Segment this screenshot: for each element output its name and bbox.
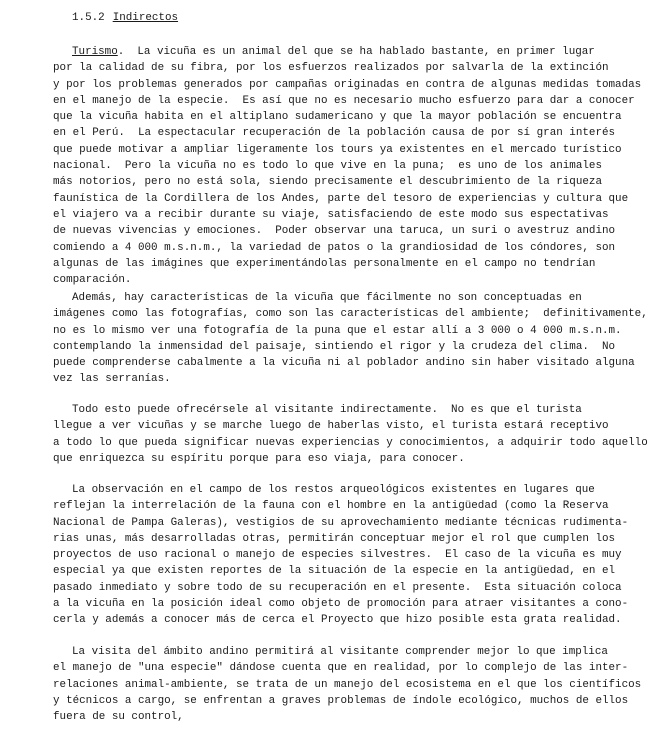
paragraph xyxy=(53,644,648,725)
text-line xyxy=(53,451,648,467)
line-text: en el manejo de la especie. Es así que no es necesario mucho esfuerzo para dar a conocer xyxy=(53,94,635,107)
line-text: que enriquezca su espíritu porque para eso viaja, para conocer. xyxy=(53,452,465,465)
text-line xyxy=(53,547,648,563)
line-text: proyectos de uso racional o manejo de especies silvestres. El caso de la vicuña es muy xyxy=(53,549,622,562)
line-text: La observación en el campo de los restos arqueológicos existentes en lugares que xyxy=(72,484,595,496)
line-text: Todo esto puede ofrecérsele al visitante indirectamente. No es que el turista xyxy=(72,404,582,416)
line-text: cerla y además a conocer más de cerca el Proyecto que hizo posible esta grata realidad. xyxy=(53,614,622,627)
text-line xyxy=(53,191,648,207)
text-line xyxy=(53,660,648,676)
line-text: comiendo a 4 000 m.s.n.m., la variedad de patos o la grandiosidad de los cóndores, son xyxy=(53,241,616,254)
line-text: por la calidad de su fibra, por los esfuerzos realizados por salvarla de la extinción xyxy=(53,62,609,75)
text-line xyxy=(53,580,648,596)
line-text: La visita del ámbito andino permitirá al visitante comprender mejor lo que implica xyxy=(72,646,608,658)
line-text: y por los problemas generados por campañas originadas en contra de algunas medidas tomadas xyxy=(53,78,642,91)
line-text: puede comprenderse cabalmente a la vicuña ni al poblador andino sin haber visitado alguna xyxy=(53,357,635,370)
text-line xyxy=(53,272,648,288)
text-line xyxy=(53,612,648,628)
text-line xyxy=(53,142,648,158)
line-text: a la vicuña en la posición ideal como objeto de promoción para atraer visitantes a cono- xyxy=(53,598,629,611)
text-line xyxy=(53,677,648,693)
paragraph xyxy=(53,482,648,629)
line-text: llegue a ver vicuñas y se marche luego de haberlas visto, el turista estará receptivo xyxy=(53,420,609,433)
text-line xyxy=(53,355,648,371)
line-text: y técnicos a cargo, se enfrentan a graves problemas de índole ecológico, muchos de ellos xyxy=(53,694,629,707)
text-line xyxy=(53,435,648,451)
text-line xyxy=(53,371,648,387)
text-line xyxy=(53,644,648,660)
section-heading xyxy=(72,12,178,24)
line-text: más notorios, pero no está sola, siendo precisamente el descubrimiento de la riqueza xyxy=(53,176,602,189)
line-text: no es lo mismo ver una fotografía de la puna que el estar allí a 3 000 o 4 000 m.s.n.m. xyxy=(53,324,622,337)
text-line xyxy=(53,109,648,125)
text-line xyxy=(53,323,648,339)
line-text: pasado inmediato y sobre todo de su recuperación en el presente. Esta situación coloca xyxy=(53,581,622,594)
section-number: 1.5.2 xyxy=(72,12,105,24)
text-line xyxy=(53,93,648,109)
text-line xyxy=(53,158,648,174)
line-text: que la vicuña habita en el altiplano sudamericano y que la mayor población se encuentra xyxy=(53,111,622,124)
text-line xyxy=(53,174,648,190)
text-line xyxy=(53,207,648,223)
line-text: Además, hay características de la vicuña que fácilmente no son conceptuadas en xyxy=(72,292,582,304)
text-line xyxy=(53,693,648,709)
text-line xyxy=(53,60,648,76)
line-text: que puede motivar a ampliar ligeramente los tours ya existentes en el mercado turístico xyxy=(53,143,622,156)
paragraph xyxy=(53,44,648,288)
paragraph xyxy=(53,402,648,467)
line-text: . La vicuña es un animal del que se ha hablado bastante, en primer lugar xyxy=(117,46,595,58)
text-line xyxy=(53,125,648,141)
text-line xyxy=(53,531,648,547)
text-line xyxy=(53,418,648,434)
text-line xyxy=(53,44,648,60)
line-text: contemplando la inmensidad del paisaje, sintiendo el rigor y la crudeza del clima. No xyxy=(53,340,616,353)
text-line xyxy=(53,482,648,498)
section-title: Indirectos xyxy=(112,12,179,24)
line-text: algunas de las imágines que experimentándolas personalmente en el campo no tendrían xyxy=(53,257,596,270)
text-line xyxy=(53,339,648,355)
text-line xyxy=(53,596,648,612)
text-line xyxy=(53,240,648,256)
line-text: vez las serranías. xyxy=(53,373,171,386)
text-line xyxy=(53,77,648,93)
line-text: el manejo de "una especie" dándose cuenta que en realidad, por lo complejo de las inter- xyxy=(53,662,629,675)
text-line xyxy=(53,402,648,418)
line-text: imágenes como las fotografías, como son las características del ambiente; definitivamente, xyxy=(53,308,648,321)
text-line xyxy=(53,709,648,725)
line-text: faunística de la Cordillera de los Andes, parte del tesoro de experiencias y cultura que xyxy=(53,192,629,205)
line-text: fuera de su control, xyxy=(53,711,184,724)
line-text: reflejan la interrelación de la fauna con el hombre en la antigüedad (como la Reserva xyxy=(53,500,609,513)
line-text: el viajero va a recibir durante su viaje, satisfaciendo de este modo sus espectativas xyxy=(53,208,609,221)
text-line xyxy=(53,256,648,272)
line-text: a todo lo que pueda significar nuevas experiencias y conocimientos, a adquirir todo aquello xyxy=(53,436,648,449)
paragraph xyxy=(53,290,648,388)
line-text: rias unas, más desarrolladas otras, permitirán conceptuar mejor el rol que cumplen los xyxy=(53,532,616,545)
paragraph-lead: Turismo xyxy=(72,46,118,58)
line-text: relaciones animal-ambiente, se trata de un manejo del ecosistema en el que los científicos xyxy=(53,678,642,691)
text-line xyxy=(53,306,648,322)
text-line xyxy=(53,498,648,514)
line-text: nacional. Pero la vicuña no es todo lo que vive en la puna; es uno de los animales xyxy=(53,160,602,173)
text-line xyxy=(53,563,648,579)
text-line xyxy=(53,290,648,306)
line-text: comparación. xyxy=(53,274,132,287)
text-line xyxy=(53,223,648,239)
line-text: de nuevas vivencias y emociones. Poder observar una taruca, un suri o avestruz andino xyxy=(53,225,616,238)
line-text: especial ya que existen reportes de la situación de la especie en la antigüedad, en el xyxy=(53,565,616,578)
text-line xyxy=(53,515,648,531)
line-text: Nacional de Pampa Galeras), vestigios de su aprovechamiento mediante técnicas rudimenta- xyxy=(53,516,629,529)
line-text: en el Perú. La espectacular recuperación de la población causa de por sí gran interés xyxy=(53,127,616,140)
